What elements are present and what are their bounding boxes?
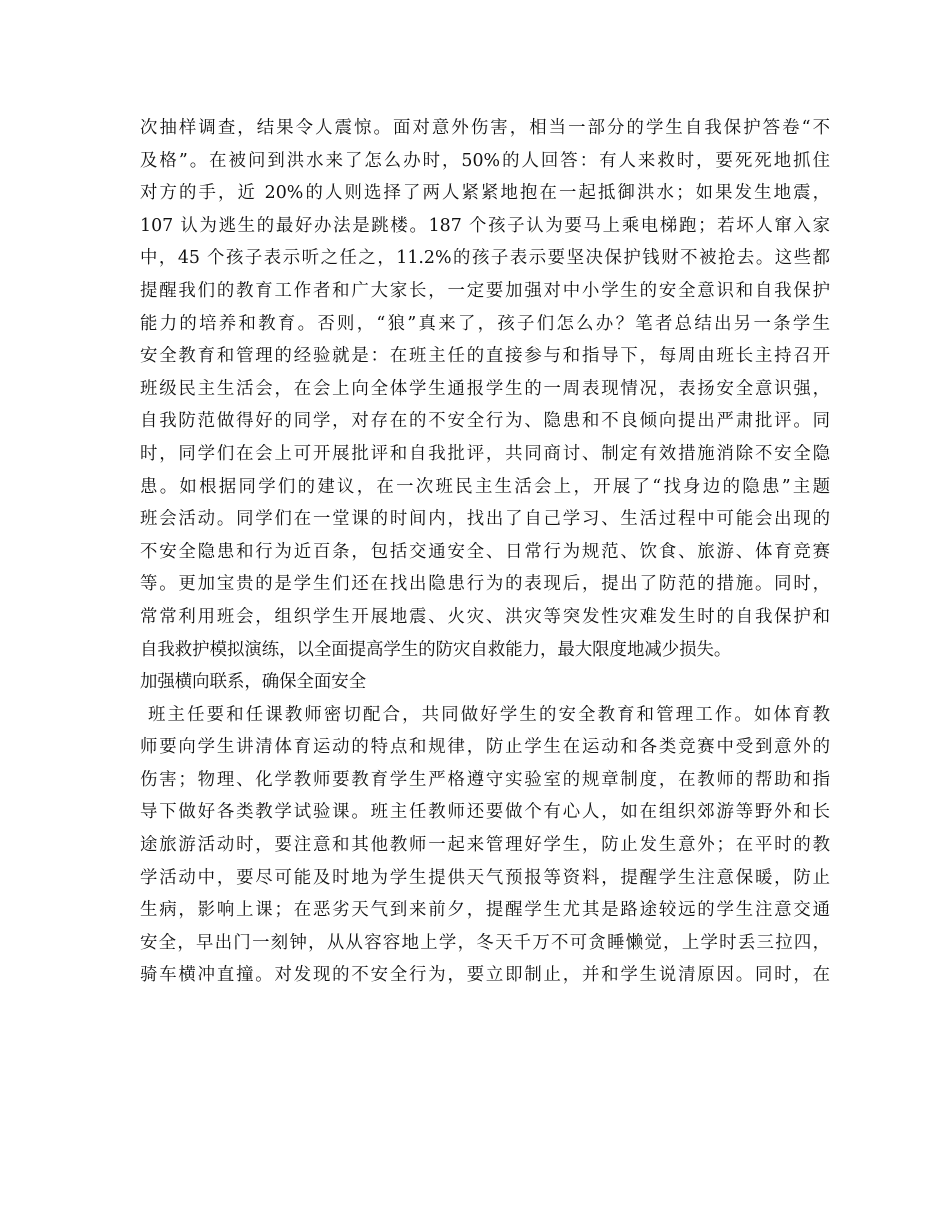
paragraph-1-line-13: 班会活动。同学们在一堂课的时间内，找出了自己学习、生活过程中可能会出现的 [140, 509, 830, 530]
paragraph-2-line-3: 伤害；物理、化学教师要教育学生严格遵守实验室的规章制度，在教师的帮助和指 [140, 769, 830, 790]
paragraph-1-line-10: 自我防范做得好的同学，对存在的不安全行为、隐患和不良倾向提出严肃批评。同 [140, 411, 830, 432]
paragraph-2-line-7: 生病，影响上课；在恶劣天气到来前夕，提醒学生尤其是路途较远的学生注意交通 [140, 900, 830, 921]
paragraph-1-line-2: 及格”。在被问到洪水来了怎么办时，50%的人回答：有人来救时，要死死地抓住 [140, 150, 830, 171]
paragraph-1-line-15: 等。更加宝贵的是学生们还在找出隐患行为的表现后，提出了防范的措施。同时， [140, 574, 830, 595]
paragraph-1-line-17: 自我救护模拟演练，以全面提高学生的防灾自救能力，最大限度地减少损失。 [140, 639, 732, 660]
paragraph-1-line-16: 常常利用班会，组织学生开展地震、火灾、洪灾等突发性灾难发生时的自我保护和 [140, 606, 830, 627]
paragraph-1-line-12: 患。如根据同学们的建议，在一次班民主生活会上，开展了“找身边的隐患”主题 [140, 476, 830, 497]
paragraph-2-line-6: 学活动中，要尽可能及时地为学生提供天气预报等资料，提醒学生注意保暖，防止 [140, 867, 830, 888]
document-body [140, 112, 830, 992]
paragraph-1-line-14: 不安全隐患和行为近百条，包括交通安全、日常行为规范、饮食、旅游、体育竞赛 [140, 541, 830, 562]
paragraph-1-line-1: 次抽样调查，结果令人震惊。面对意外伤害，相当一部分的学生自我保护答卷“不 [140, 118, 830, 138]
paragraph-1-line-9: 班级民主生活会，在会上向全体学生通报学生的一周表现情况，表扬安全意识强， [140, 378, 830, 399]
paragraph-2-line-5: 途旅游活动时，要注意和其他教师一起来管理好学生，防止发生意外；在平时的教 [140, 835, 830, 856]
section-heading: 加强横向联系，确保全面安全 [140, 672, 367, 693]
paragraph-2 [140, 699, 830, 992]
paragraph-1-line-5: 中，45 个孩子表示听之任之，11.2%的孩子表示要坚决保护钱财不被抢去。这些都 [140, 248, 830, 269]
paragraph-1-line-8: 安全教育和管理的经验就是：在班主任的直接参与和指导下，每周由班长主持召开 [140, 346, 830, 367]
paragraph-1 [140, 112, 830, 666]
paragraph-1-line-3: 对方的手，近 20%的人则选择了两人紧紧地抱在一起抵御洪水；如果发生地震， [140, 183, 830, 204]
paragraph-2-line-4: 导下做好各类教学试验课。班主任教师还要做个有心人，如在组织郊游等野外和长 [140, 802, 830, 823]
paragraph-1-line-11: 时，同学们在会上可开展批评和自我批评，共同商讨、制定有效措施消除不安全隐 [140, 443, 830, 464]
paragraph-1-line-6: 提醒我们的教育工作者和广大家长，一定要加强对中小学生的安全意识和自我保护 [140, 280, 830, 301]
paragraph-2-line-8: 安全，早出门一刻钟，从从容容地上学，冬天千万不可贪睡懒觉，上学时丢三拉四， [140, 932, 830, 953]
paragraph-2-line-9: 骑车横冲直撞。对发现的不安全行为，要立即制止，并和学生说清原因。同时，在 [140, 965, 830, 986]
paragraph-1-line-4: 107 认为逃生的最好办法是跳楼。187 个孩子认为要马上乘电梯跑；若坏人窜入家 [140, 215, 830, 236]
paragraph-2-line-2: 师要向学生讲清体育运动的特点和规律，防止学生在运动和各类竞赛中受到意外的 [140, 737, 830, 758]
paragraph-2-line-1: 班主任要和任课教师密切配合，共同做好学生的安全教育和管理工作。如体育教 [148, 704, 830, 725]
paragraph-1-line-7: 能力的培养和教育。否则，“狼”真来了，孩子们怎么办？笔者总结出另一条学生 [140, 313, 830, 334]
